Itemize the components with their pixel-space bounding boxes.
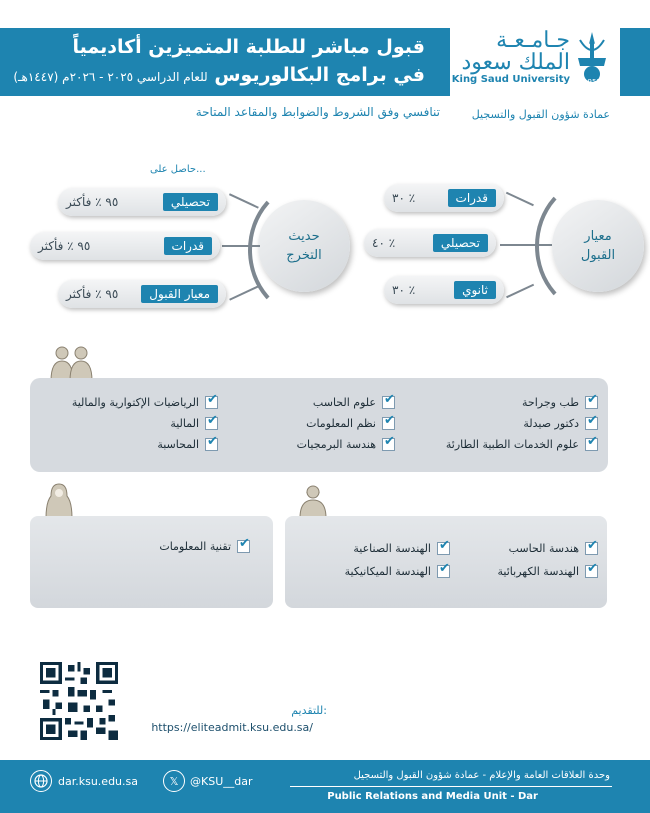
major-item [157, 438, 218, 451]
major-item [522, 396, 598, 409]
qr-code-icon[interactable] [40, 662, 118, 740]
title-line2-small: للعام الدراسي ٢٠٢٥ - ٢٠٢٦م (١٤٤٧هـ) [13, 70, 208, 84]
criteria-title: معيار القبول [580, 229, 616, 263]
major-label: الهندسة الكهربائية [497, 565, 579, 578]
checkmark-icon [585, 565, 598, 578]
checkmark-icon [205, 438, 218, 451]
major-label: دكتور صيدلة [523, 417, 579, 430]
checkmark-icon [237, 540, 250, 553]
checkmark-icon [437, 542, 450, 555]
title-line2-main: في برامج البكالوريوس [214, 64, 425, 86]
criteria-value: ٣٠ ٪ [392, 283, 416, 297]
major-label: نظم المعلومات [306, 417, 376, 430]
checkmark-icon [205, 417, 218, 430]
connector-line [500, 244, 552, 246]
major-item [72, 396, 218, 409]
connector-line [222, 245, 260, 247]
connector-line [506, 284, 534, 298]
criteria-label: قدرات [448, 189, 496, 207]
major-item [159, 540, 250, 553]
x-handle-link[interactable]: @KSU__dar [190, 775, 253, 788]
criteria-pill-qudurat [384, 184, 504, 212]
subtitle: تنافسي وفق الشروط والضوابط والمقاعد المتاحة [195, 105, 440, 119]
graduate-label: قدرات [164, 237, 212, 255]
majors-both-col1 [446, 396, 598, 451]
majors-female-col [159, 540, 250, 553]
checkmark-icon [585, 396, 598, 409]
major-label: المحاسبة [157, 438, 199, 451]
graduate-value: ٩٥ ٪ فأكثر [66, 195, 119, 209]
graduate-label: تحصيلي [163, 193, 218, 211]
graduate-value: ٩٥ ٪ فأكثر [66, 287, 119, 301]
deanship-name: عمادة شؤون القبول والتسجيل [471, 108, 610, 121]
major-label: طب وجراحة [522, 396, 579, 409]
major-label: الرياضيات الإكتوارية والمالية [71, 396, 199, 409]
criteria-circle [552, 200, 644, 292]
title-line2 [13, 64, 425, 86]
majors-both-col3 [72, 396, 218, 451]
criteria-value: ٤٠ ٪ [372, 236, 396, 250]
major-item [353, 542, 450, 555]
checkmark-icon [382, 417, 395, 430]
majors-male-col2 [345, 542, 450, 578]
checkmark-icon [382, 396, 395, 409]
apply-label: للتقديم: [291, 704, 327, 717]
criteria-label: ثانوي [454, 281, 496, 299]
major-item [313, 396, 395, 409]
checkmark-icon [585, 438, 598, 451]
checkmark-icon [205, 396, 218, 409]
major-item [345, 565, 450, 578]
students-icon [48, 345, 96, 381]
connector-line [506, 192, 534, 206]
graduate-intro: حاصل على... [150, 164, 206, 175]
graduate-pill-qudurat [30, 232, 220, 260]
logo-arabic-line2: الملك سعود [461, 50, 570, 75]
footer-unit-en: Public Relations and Media Unit - Dar [327, 791, 538, 802]
female-student-icon [44, 482, 74, 518]
university-emblem-icon [574, 30, 610, 84]
major-item [523, 417, 598, 430]
graduate-pill-criteria [58, 280, 226, 308]
title-line1: قبول مباشر للطلبة المتميزين أكاديمياً [72, 36, 425, 58]
connector-line [229, 285, 259, 300]
criteria-pill-tahsili [364, 229, 496, 257]
major-label: علوم الحاسب [312, 396, 376, 409]
logo-arabic [461, 30, 570, 74]
major-item [170, 417, 218, 430]
graduate-value: ٩٥ ٪ فأكثر [38, 239, 91, 253]
website-link[interactable]: dar.ksu.edu.sa [58, 775, 138, 788]
majors-male-col1 [498, 542, 599, 578]
logo-english: King Saud University [451, 74, 570, 85]
checkmark-icon [382, 438, 395, 451]
major-label: الهندسة الميكانيكية [344, 565, 431, 578]
major-label: هندسة البرمجيات [296, 438, 376, 451]
major-label: علوم الخدمات الطبية الطارئة [445, 438, 579, 451]
majors-both-col2 [297, 396, 395, 451]
major-label: الهندسة الصناعية [353, 542, 431, 555]
major-item [446, 438, 598, 451]
apply-link[interactable]: https://eliteadmit.ksu.edu.sa/ [151, 721, 313, 734]
majors-female-panel [30, 516, 273, 608]
logo-arabic-line1: جـامـعـة [496, 28, 570, 53]
major-item [498, 565, 599, 578]
major-label: المالية [170, 417, 199, 430]
checkmark-icon [437, 565, 450, 578]
major-item [509, 542, 598, 555]
major-label: تقنية المعلومات [159, 540, 231, 553]
x-icon[interactable]: 𝕏 [163, 770, 185, 792]
checkmark-icon [585, 542, 598, 555]
footer-divider [290, 786, 612, 787]
graduate-pill-tahsili [58, 188, 226, 216]
footer-unit-ar: وحدة العلاقات العامة والإعلام - عمادة شؤون القبول والتسجيل [353, 770, 610, 781]
logo-year: 1957 [583, 78, 601, 86]
male-student-icon [298, 482, 328, 518]
graduate-circle [258, 200, 350, 292]
criteria-value: ٣٠ ٪ [392, 191, 416, 205]
criteria-pill-thanawi [384, 276, 504, 304]
globe-icon[interactable] [30, 770, 52, 792]
major-label: هندسة الحاسب [508, 542, 579, 555]
major-item [306, 417, 395, 430]
graduate-title: حديث التخرج [286, 229, 322, 263]
graduate-label: معيار القبول [141, 285, 218, 303]
checkmark-icon [585, 417, 598, 430]
connector-line [229, 193, 259, 208]
major-item [297, 438, 395, 451]
criteria-label: تحصيلي [433, 234, 488, 252]
